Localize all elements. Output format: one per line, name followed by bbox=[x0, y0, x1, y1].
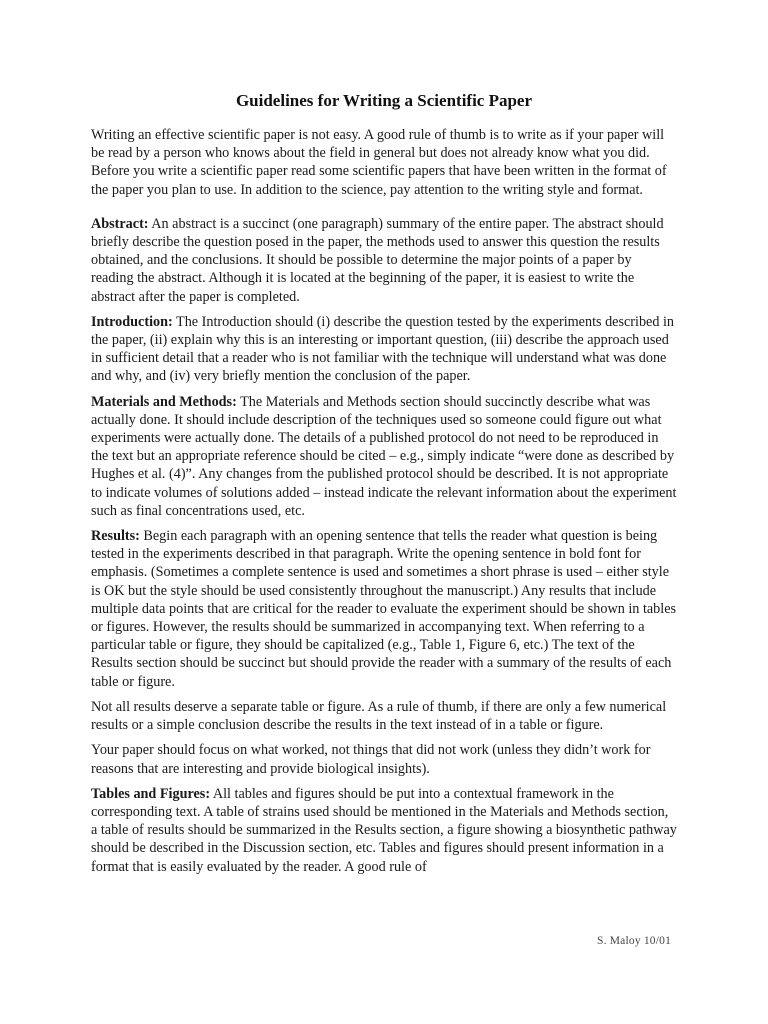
page-title: Guidelines for Writing a Scientific Paper bbox=[235, 91, 533, 110]
results-paragraph bbox=[91, 527, 677, 691]
footer-author-date: S. Maloy 10/01 bbox=[597, 935, 672, 947]
introduction-text: The Introduction should (i) describe the question tested by the experiments described in the paper, (ii) explain why this is an interesting or important question, (iii) describe the approach used in sufficient detail that a reader who is not familiar with the technique will understand what was done and why, and (iv) very briefly mention the conclusion of the paper. bbox=[91, 313, 675, 385]
materials-methods-text: The Materials and Methods section should succinctly describe what was actually done. It should include description of the techniques used so someone could figure out what experiments were actually done. The details of a published protocol do not need to be reproduced in the text but an appropriate reference should be cited – e.g., simply indicate “were done as described by Hughes et al. (4)”. Any changes from the published protocol should be described. It is not appropriate to indicate volumes of solutions added – instead indicate the relevant information about the experiment such as final concentrations used, etc. bbox=[91, 393, 677, 519]
materials-methods-paragraph bbox=[91, 393, 677, 520]
materials-methods-heading: Materials and Methods: bbox=[91, 393, 237, 410]
document-body bbox=[91, 126, 677, 876]
tables-figures-heading: Tables and Figures: bbox=[91, 785, 211, 802]
results-heading: Results: bbox=[91, 528, 140, 545]
tables-figures-text: All tables and figures should be put into a contextual framework in the corresponding text. A table of strains used should be mentioned in the Materials and Methods section, a table of results should be summarized in the Results section, a figure showing a biosynthetic pathway should be described in the Discussion section, etc. Tables and figures should present information in a format that is easily evaluated by the reader. A good rule of bbox=[91, 785, 677, 875]
abstract-paragraph bbox=[91, 215, 677, 306]
abstract-text: An abstract is a succinct (one paragraph) summary of the entire paper. The abstract should briefly describe the question posed in the paper, the methods used to answer this question the results obtained, and the conclusions. It should be possible to determine the major points of a paper by reading the abstract. Although it is located at the beginning of the paper, it is easiest to write the abstract after the paper is completed. bbox=[91, 215, 664, 305]
results-paragraph-3: Your paper should focus on what worked, not things that did not work (unless they didn’t work for reasons that are interesting and provide biological insights). bbox=[91, 742, 651, 777]
tables-figures-paragraph bbox=[91, 785, 677, 876]
intro-paragraph: Writing an effective scientific paper is not easy. A good rule of thumb is to write as if your paper will be read by a person who knows about the field in general but does not already know what you did. Before you write a scientific paper read some scientific papers that have been written in the format of the paper you plan to use. In addition to the science, pay attention to the writing style and format. bbox=[91, 127, 667, 198]
introduction-paragraph bbox=[91, 313, 677, 386]
introduction-heading: Introduction: bbox=[91, 313, 173, 330]
results-text: Begin each paragraph with an opening sentence that tells the reader what question is being tested in the experiments described in that paragraph. Write the opening sentence in bold font for emphasis. (Sometimes a complete sentence is used and sometimes a short phrase is used – either style is OK but the style should be used consistently throughout the manuscript.) Any results that include multiple data points that are critical for the reader to evaluate the experiment should be shown in tables or figures. However, the results should be summarized in accompanying text. When referring to a particular table or figure, they should be capitalized (e.g., Table 1, Figure 6, etc.) The text of the Results section should be succinct but should provide the reader with a summary of the results of each table or figure. bbox=[91, 528, 677, 690]
results-paragraph-2: Not all results deserve a separate table or figure. As a rule of thumb, if there are only a few numerical results or a simple conclusion describe the results in the text instead of in a table or figure. bbox=[91, 698, 667, 734]
abstract-heading: Abstract: bbox=[91, 215, 149, 232]
